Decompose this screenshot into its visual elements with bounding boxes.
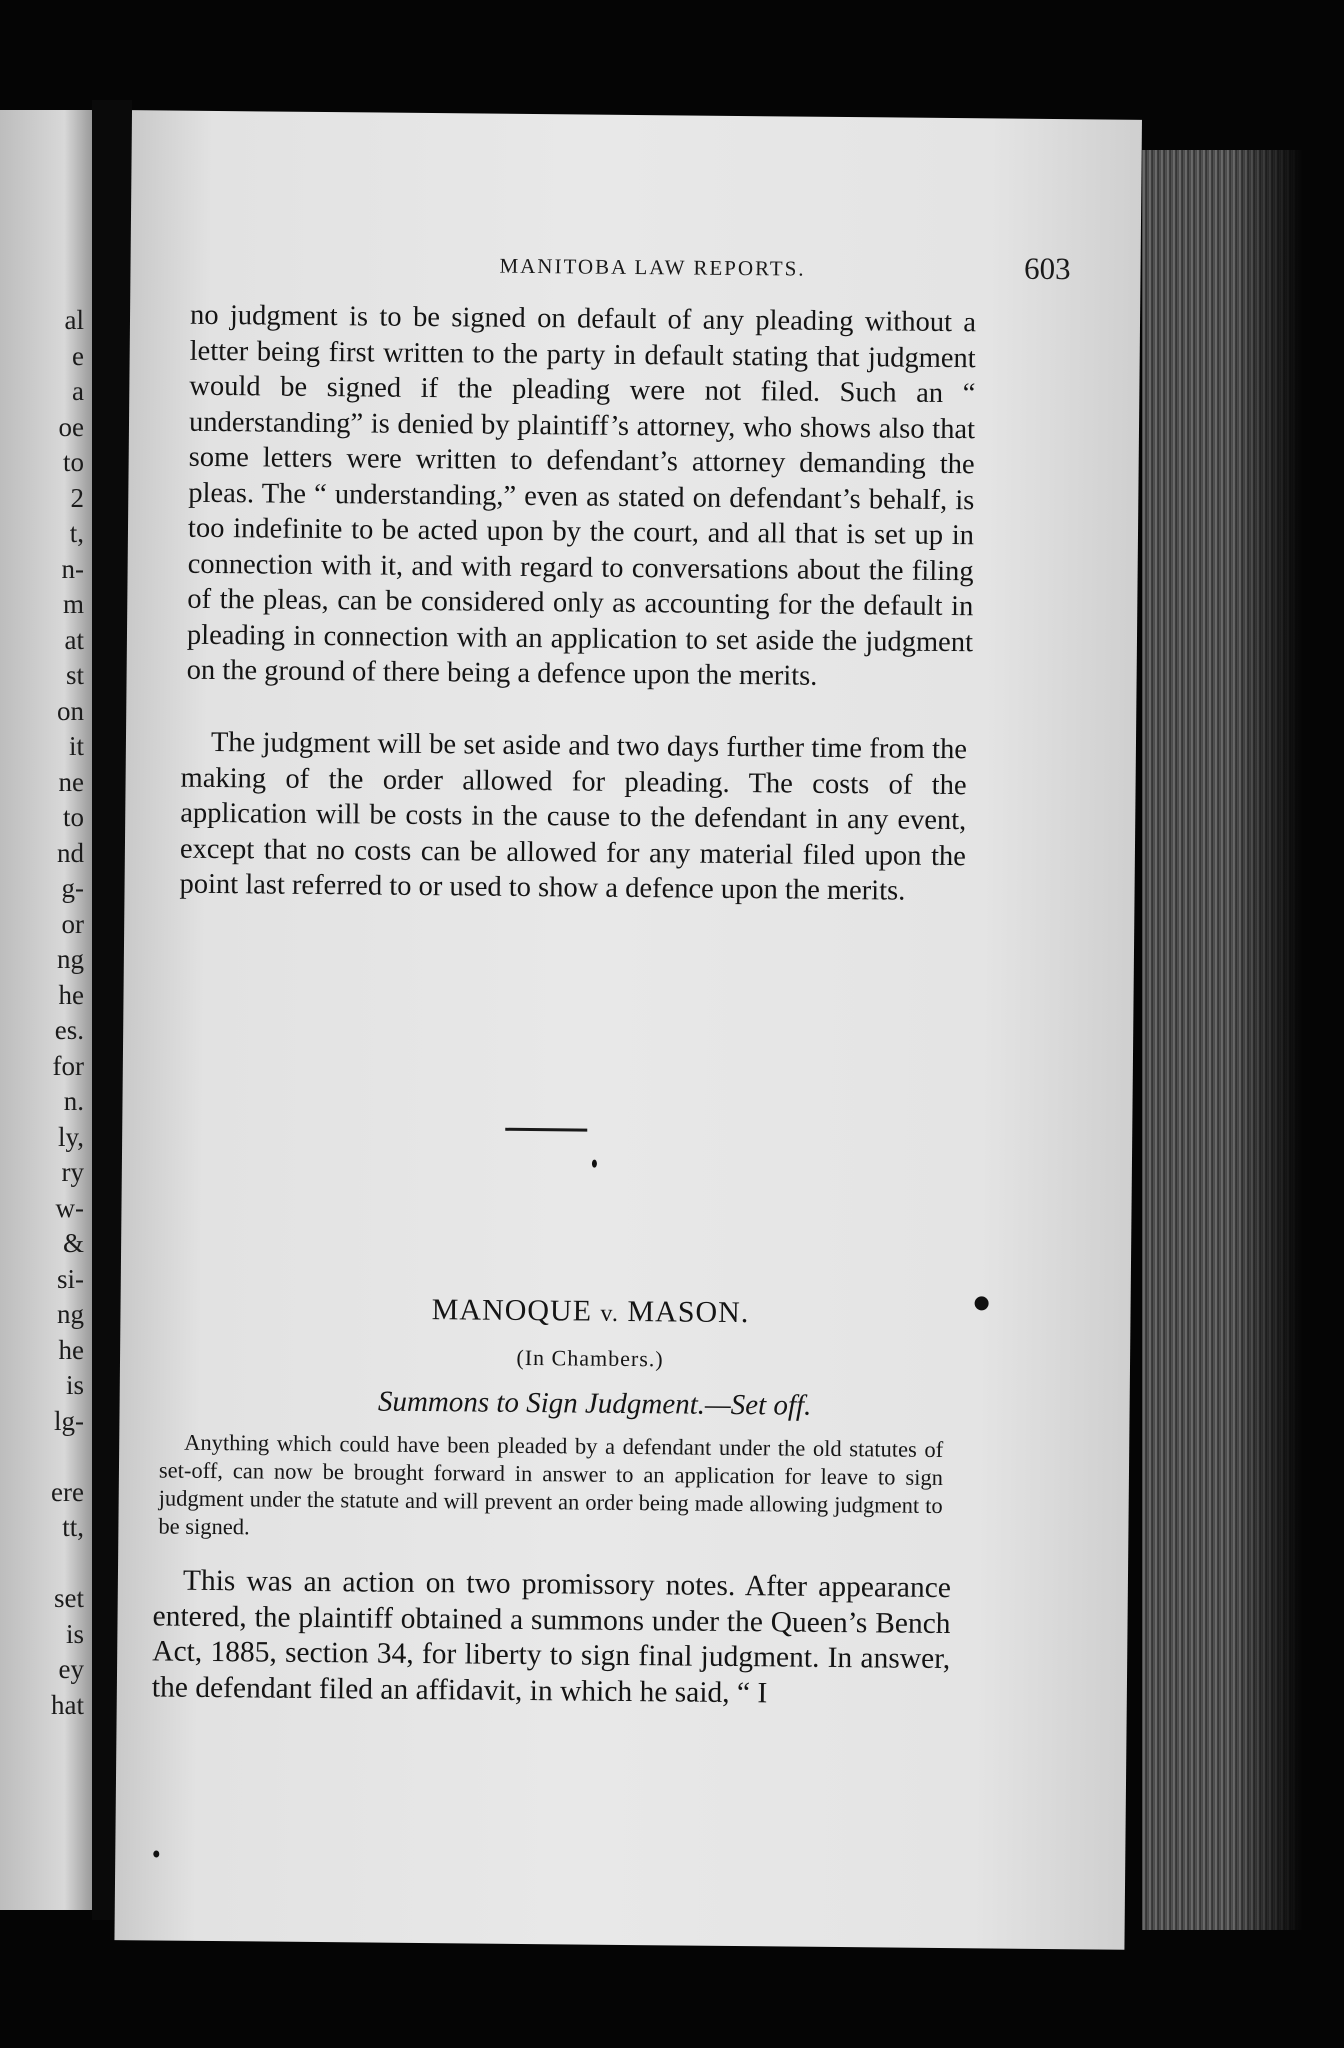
facing-page-fragment: ng (57, 1299, 84, 1329)
facing-page-fragment: at (64, 624, 84, 655)
facing-page-fragment: e (72, 340, 84, 371)
facing-page-fragment: st (65, 660, 84, 690)
facing-page-fragment: he (58, 1334, 84, 1365)
facing-page-fragment: hat (51, 1689, 84, 1720)
headnote-title: Summons to Sign Judgment.—Set off. (377, 1385, 812, 1422)
facing-page-fragment: is (65, 1618, 84, 1649)
page-stack-edges (1142, 150, 1302, 1930)
case-chambers-note: (In Chambers.) (516, 1344, 664, 1372)
facing-page-fragment: or (61, 908, 84, 939)
facing-page-fragment: t, (69, 518, 84, 548)
facing-page-fragment: m (62, 589, 84, 619)
page-number: 603 (1023, 250, 1071, 287)
case-title-versus: v. (600, 1300, 620, 1327)
facing-page-fragment: & (62, 1228, 84, 1258)
facing-page-fragment: nd (57, 837, 84, 868)
facing-page-fragment: si- (57, 1263, 84, 1294)
body-paragraph-1: no judgment is to be signed on default of any pleading without a letter being first written to the party in default stating that judgment would be signed if the pleading were not filed. Such an “ understanding” is denied by plaintiff’s attorney, who shows also that some letters were written to defendant’s attorney demanding the pleas. The “ understanding,” even as stated on defendant’s behalf, is too indefinite to be acted upon by the court, and all that is set up in connection with it, and with regard to conversations about the filing of the pleas, can be considered only as accounting for the default in pleading in connection with an application to set aside the judgment on the ground of there being a defence upon the merits. (186, 299, 977, 692)
facing-page-fragment: ng (57, 944, 84, 974)
facing-page-fragment: ly, (58, 1121, 84, 1152)
facing-page-fragment: a (72, 376, 84, 406)
facing-page-fragment: n- (61, 553, 84, 584)
facing-page-fragment: for (52, 1050, 84, 1081)
facing-page-fragment: on (57, 695, 84, 726)
headnote: Anything which could have been pleaded by a defendant under the old statutes of set-off, can now be brought forward in answer to an application for leave to sign judgment under the statute and will prevent an order being made allowing judgment to be signed. (158, 1429, 944, 1540)
section-divider-rule (505, 1128, 587, 1132)
ink-speck (153, 1850, 159, 1857)
case-title-plaintiff: MANOQUE (431, 1293, 593, 1328)
facing-page-fragment: to (62, 447, 84, 477)
facing-page-edge (0, 110, 92, 1910)
facing-page-fragment: he (58, 979, 84, 1010)
facing-page-fragment: 2 (70, 482, 84, 513)
facing-page-fragment: ne (58, 766, 84, 797)
facing-page-fragment: ere (51, 1476, 84, 1507)
facing-page-fragment: oe (58, 411, 84, 442)
body-paragraph-3: This was an action on two promissory notes. After appearance entered, the plaintiff obtained a summons under the Queen’s Bench Act, 1885, section 34, for liberty to sign final judgment. In answer, the defendant filed an affidavit, in which he said, “ I (151, 1564, 952, 1709)
facing-page-fragment: es. (54, 1015, 84, 1045)
facing-page-fragment: w- (55, 1192, 84, 1223)
facing-page-fragment: set (54, 1583, 84, 1613)
facing-page-fragment: is (65, 1370, 84, 1400)
facing-page-fragment: tt, (62, 1512, 84, 1542)
case-title (280, 1292, 900, 1332)
facing-page-fragment: it (68, 731, 84, 761)
facing-page-fragment: to (62, 802, 84, 832)
book-page (114, 110, 1142, 1950)
facing-page-fragment: lg- (54, 1405, 84, 1436)
ink-speck (592, 1160, 597, 1168)
facing-page-fragment: g- (61, 873, 84, 903)
facing-page-fragment: n. (63, 1086, 84, 1116)
body-paragraph-2: The judgment will be set aside and two days further time from the making of the order allowed for pleading. The costs of the application will be costs in the cause to the defendant in any event, except that no costs can be allowed for any material filed upon the point last referred to or used to show a defence upon the merits. (179, 726, 968, 907)
running-head: MANITOBA LAW REPORTS. (499, 253, 806, 281)
facing-page-fragment: ey (58, 1654, 84, 1684)
ink-speck (975, 1296, 989, 1310)
facing-page-fragment: ry (61, 1157, 84, 1187)
facing-page-fragment: al (64, 305, 84, 335)
case-title-defendant: MASON. (627, 1294, 750, 1330)
